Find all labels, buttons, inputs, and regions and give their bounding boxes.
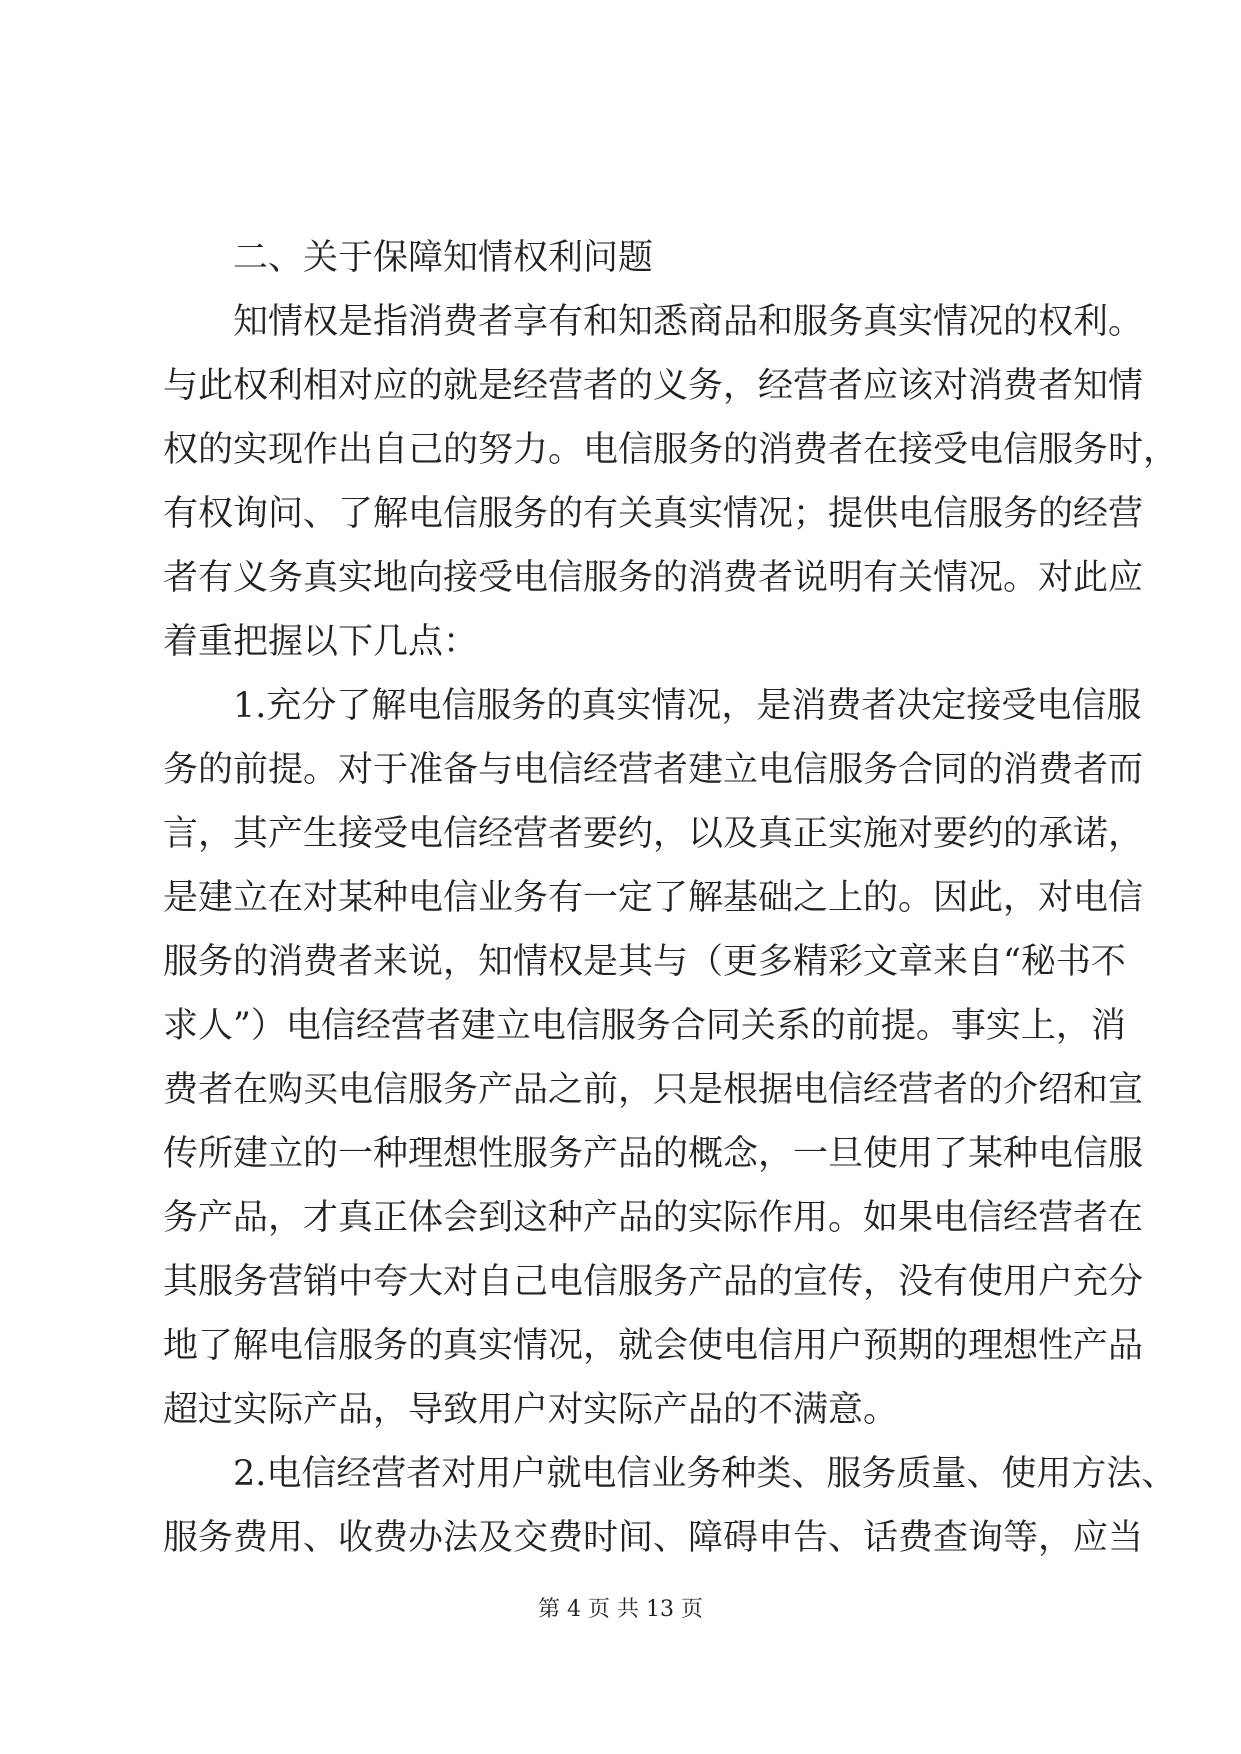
section-heading: 二、关于保障知情权利问题 bbox=[233, 238, 654, 278]
paragraph-line: 务产品，才真正体会到这种产品的实际作用。如果电信经营者在 bbox=[163, 1198, 1144, 1238]
paragraph-line: 言，其产生接受电信经营者要约，以及真正实施对要约的承诺， bbox=[163, 814, 1144, 854]
paragraph-line: 传所建立的一种理想性服务产品的概念，一旦使用了某种电信服 bbox=[163, 1134, 1144, 1174]
paragraph-line: 服务的消费者来说，知情权是其与（更多精彩文章来自“秘书不 bbox=[163, 942, 1126, 982]
paragraph-line: 1.充分了解电信服务的真实情况，是消费者决定接受电信服 bbox=[233, 686, 1142, 726]
paragraph-3 bbox=[163, 1442, 1177, 1570]
page-number-footer: 第 4 页 共 13 页 bbox=[538, 1597, 703, 1622]
paragraph-line: 与此权利相对应的就是经营者的义务，经营者应该对消费者知情 bbox=[163, 366, 1144, 406]
paragraph-line: 超过实际产品，导致用户对实际产品的不满意。 bbox=[163, 1390, 899, 1430]
paragraph-line: 地了解电信服务的真实情况，就会使电信用户预期的理想性产品 bbox=[163, 1326, 1144, 1366]
paragraph-line: 2.电信经营者对用户就电信业务种类、服务质量、使用方法、 bbox=[233, 1454, 1177, 1494]
paragraph-1 bbox=[163, 290, 1179, 674]
paragraph-line: 费者在购买电信服务产品之前，只是根据电信经营者的介绍和宣 bbox=[163, 1070, 1144, 1110]
paragraph-line: 知情权是指消费者享有和知悉商品和服务真实情况的权利。 bbox=[233, 302, 1144, 342]
paragraph-line: 是建立在对某种电信业务有一定了解基础之上的。因此，对电信 bbox=[163, 878, 1144, 918]
paragraph-line: 服务费用、收费办法及交费时间、障碍申告、话费查询等，应当 bbox=[163, 1518, 1144, 1558]
paragraph-2 bbox=[163, 674, 1144, 1442]
paragraph-line: 务的前提。对于准备与电信经营者建立电信服务合同的消费者而 bbox=[163, 750, 1144, 790]
paragraph-line: 着重把握以下几点： bbox=[163, 622, 479, 662]
paragraph-line: 权的实现作出自己的努力。电信服务的消费者在接受电信服务时， bbox=[163, 430, 1179, 470]
paragraph-line: 求人”）电信经营者建立电信服务合同关系的前提。事实上，消 bbox=[163, 1006, 1126, 1046]
paragraph-line: 有权询问、了解电信服务的有关真实情况；提供电信服务的经营 bbox=[163, 494, 1144, 534]
document-body bbox=[163, 226, 1179, 1570]
paragraph-line: 其服务营销中夸大对自己电信服务产品的宣传，没有使用户充分 bbox=[163, 1262, 1144, 1302]
paragraph-line: 者有义务真实地向接受电信服务的消费者说明有关情况。对此应 bbox=[163, 558, 1144, 598]
